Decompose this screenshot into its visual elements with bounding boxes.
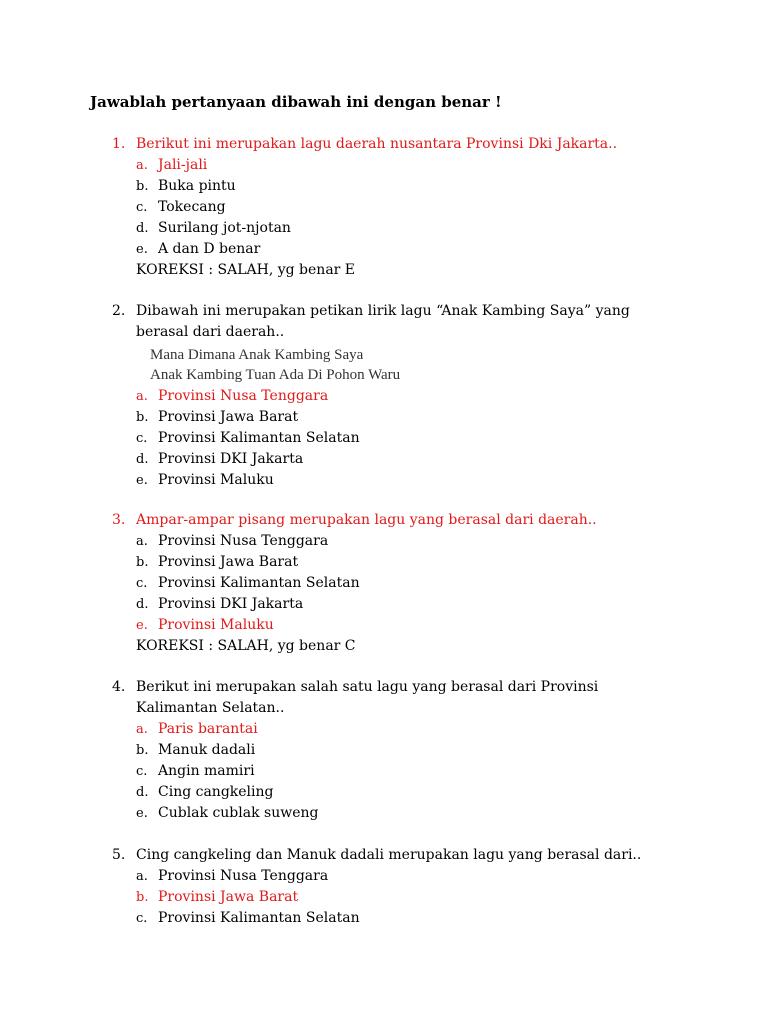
- question-5: [112, 845, 672, 929]
- option-letter: c.: [136, 576, 148, 591]
- question-stem: [112, 845, 672, 866]
- option-letter: c.: [136, 764, 148, 779]
- option-e: [136, 803, 672, 824]
- option-text: Buka pintu: [158, 178, 236, 194]
- question-number: 1.: [112, 136, 126, 152]
- option-b: [136, 887, 672, 908]
- question-4: [112, 677, 672, 824]
- option-text: Provinsi DKI Jakarta: [158, 596, 304, 612]
- question-number: 3.: [112, 512, 126, 528]
- option-text: Provinsi Kalimantan Selatan: [158, 430, 360, 446]
- question-text: Ampar-ampar pisang merupakan lagu yang berasal dari daerah..: [136, 512, 597, 528]
- question-number: 5.: [112, 847, 126, 863]
- question-stem: [112, 677, 672, 719]
- option-c: [136, 197, 672, 218]
- option-e: [136, 470, 672, 491]
- option-letter: e.: [136, 618, 148, 633]
- option-a: [136, 719, 672, 740]
- option-letter: b.: [136, 555, 149, 570]
- option-d: [136, 218, 672, 239]
- option-letter: d.: [136, 221, 149, 236]
- option-c: [136, 908, 672, 929]
- option-text: Cublak cublak suweng: [158, 805, 319, 821]
- question-3: [112, 510, 672, 657]
- question-stem: [112, 134, 672, 155]
- option-letter: b.: [136, 410, 149, 425]
- question-text: Cing cangkeling dan Manuk dadali merupakan lagu yang berasal dari..: [136, 847, 642, 863]
- option-text: Tokecang: [158, 199, 226, 215]
- option-letter: a.: [136, 158, 148, 173]
- option-letter: a.: [136, 534, 148, 549]
- option-text: Angin mamiri: [158, 763, 255, 779]
- option-text: Paris barantai: [158, 721, 258, 737]
- option-a: [136, 386, 672, 407]
- option-text: Provinsi Kalimantan Selatan: [158, 910, 360, 926]
- option-text: Provinsi Nusa Tenggara: [158, 868, 329, 884]
- question-1: [112, 134, 672, 281]
- option-list: [136, 531, 672, 636]
- option-b: [136, 176, 672, 197]
- question-stem: [112, 301, 672, 343]
- option-letter: a.: [136, 869, 148, 884]
- option-b: [136, 552, 672, 573]
- option-text: Jali-jali: [158, 157, 208, 173]
- correction-note: KOREKSI : SALAH, yg benar E: [136, 262, 356, 278]
- option-a: [136, 155, 672, 176]
- question-number: 2.: [112, 303, 126, 319]
- option-letter: b.: [136, 743, 149, 758]
- option-c: [136, 761, 672, 782]
- option-d: [136, 449, 672, 470]
- option-text: Provinsi DKI Jakarta: [158, 451, 304, 467]
- option-e: [136, 615, 672, 636]
- option-a: [136, 531, 672, 552]
- option-letter: b.: [136, 179, 149, 194]
- question-number: 4.: [112, 679, 126, 695]
- option-letter: c.: [136, 911, 148, 926]
- option-letter: c.: [136, 200, 148, 215]
- option-letter: b.: [136, 890, 149, 905]
- correction-note: KOREKSI : SALAH, yg benar C: [136, 638, 356, 654]
- option-b: [136, 407, 672, 428]
- question-text: Berikut ini merupakan lagu daerah nusantara Provinsi Dki Jakarta..: [136, 136, 618, 152]
- option-list: [136, 386, 672, 491]
- option-list: [136, 866, 672, 929]
- option-text: Provinsi Maluku: [158, 472, 274, 488]
- option-letter: a.: [136, 722, 148, 737]
- lyrics-line: Anak Kambing Tuan Ada Di Pohon Waru: [150, 367, 401, 383]
- option-text: Provinsi Kalimantan Selatan: [158, 575, 360, 591]
- question-stem: [112, 510, 672, 531]
- option-text: A dan D benar: [158, 241, 261, 257]
- option-text: Provinsi Jawa Barat: [158, 554, 299, 570]
- option-text: Provinsi Jawa Barat: [158, 889, 299, 905]
- option-list: [136, 155, 672, 260]
- option-letter: e.: [136, 473, 148, 488]
- option-letter: e.: [136, 806, 148, 821]
- option-b: [136, 740, 672, 761]
- option-text: Provinsi Nusa Tenggara: [158, 533, 329, 549]
- option-letter: d.: [136, 597, 149, 612]
- option-e: [136, 239, 672, 260]
- option-text: Provinsi Jawa Barat: [158, 409, 299, 425]
- option-letter: a.: [136, 389, 148, 404]
- option-letter: e.: [136, 242, 148, 257]
- page-heading: Jawablah pertanyaan dibawah ini dengan benar !: [90, 93, 502, 111]
- option-text: Surilang jot-njotan: [158, 220, 291, 236]
- option-d: [136, 594, 672, 615]
- option-c: [136, 428, 672, 449]
- option-text: Manuk dadali: [158, 742, 256, 758]
- option-letter: d.: [136, 452, 149, 467]
- option-letter: c.: [136, 431, 148, 446]
- lyrics-line: Mana Dimana Anak Kambing Saya: [150, 347, 364, 363]
- option-text: Cing cangkeling: [158, 784, 274, 800]
- option-list: [136, 719, 672, 824]
- option-text: Provinsi Maluku: [158, 617, 274, 633]
- question-2: [112, 301, 672, 491]
- option-c: [136, 573, 672, 594]
- option-text: Provinsi Nusa Tenggara: [158, 388, 329, 404]
- lyrics-excerpt: [150, 345, 672, 385]
- option-letter: d.: [136, 785, 149, 800]
- option-d: [136, 782, 672, 803]
- option-a: [136, 866, 672, 887]
- question-text: Dibawah ini merupakan petikan lirik lagu “Anak Kambing Saya” yang berasal dari daerah..: [136, 303, 630, 340]
- question-text: Berikut ini merupakan salah satu lagu yang berasal dari Provinsi Kalimantan Selatan..: [136, 679, 599, 716]
